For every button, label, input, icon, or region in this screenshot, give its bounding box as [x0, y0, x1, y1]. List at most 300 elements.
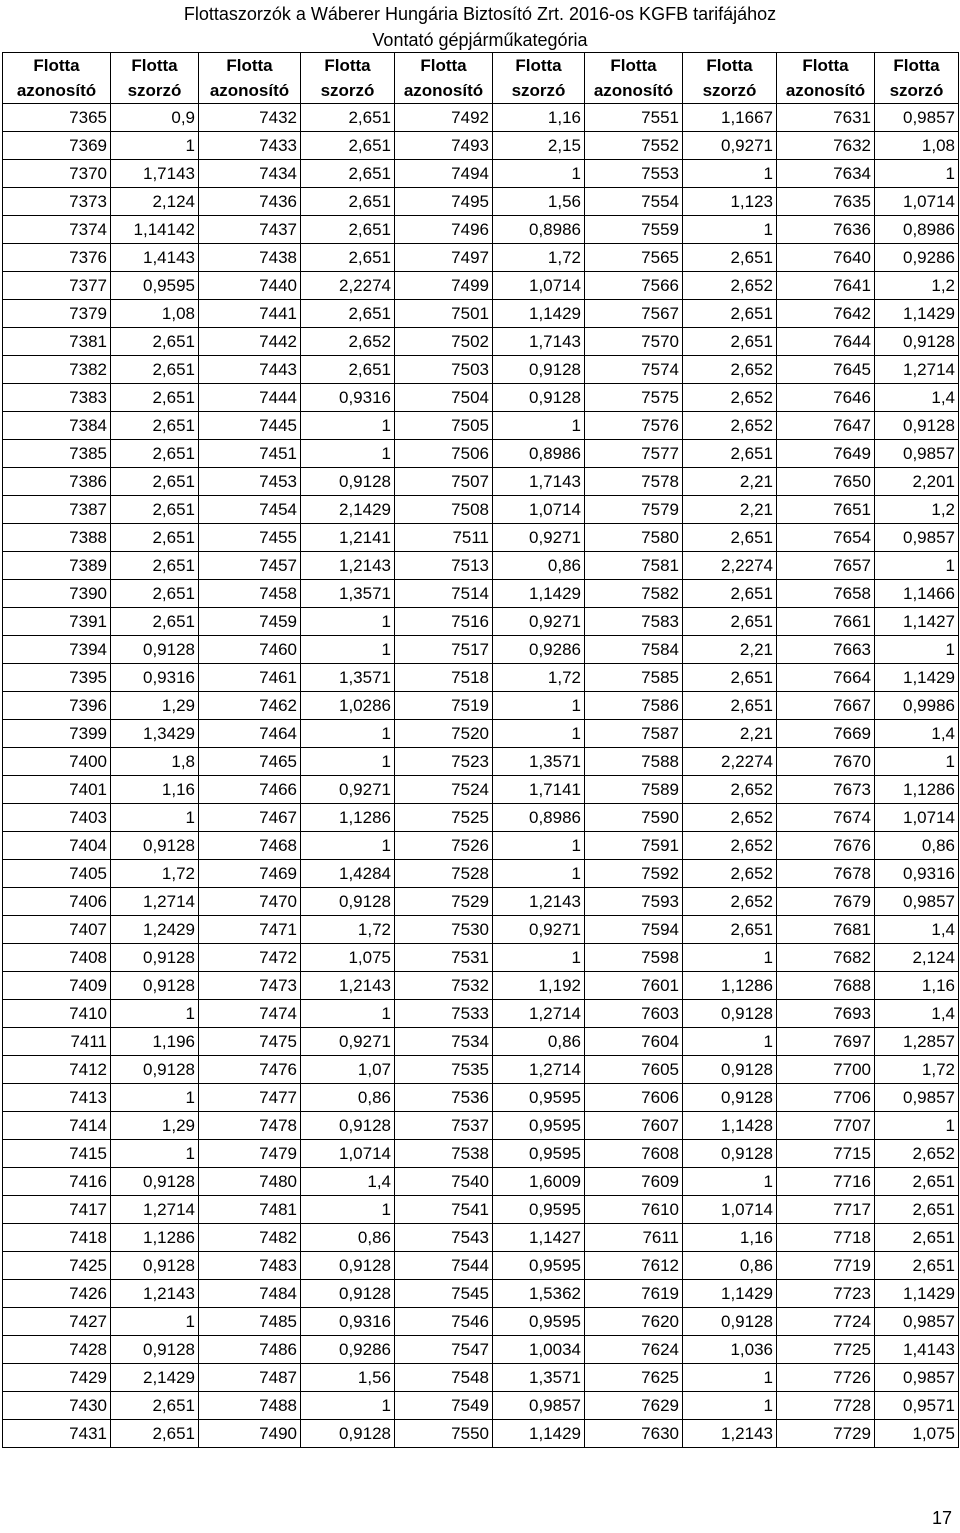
fleet-id-cell: 7529 [395, 888, 493, 916]
multiplier-cell: 1,0714 [683, 1196, 777, 1224]
multiplier-cell: 2,2274 [683, 552, 777, 580]
fleet-id-cell: 7608 [585, 1140, 683, 1168]
table-row [3, 1336, 959, 1364]
multiplier-cell: 0,9857 [875, 888, 959, 916]
multiplier-cell: 1,192 [493, 972, 585, 1000]
multiplier-cell: 0,9316 [301, 1308, 395, 1336]
fleet-id-cell: 7657 [777, 552, 875, 580]
fleet-id-cell: 7414 [3, 1112, 111, 1140]
multiplier-cell: 0,9271 [301, 776, 395, 804]
multiplier-cell: 2,651 [111, 468, 199, 496]
page-number: 17 [931, 1508, 952, 1528]
multiplier-cell: 2,1429 [111, 1364, 199, 1392]
multiplier-cell: 1 [493, 944, 585, 972]
table-row [3, 1280, 959, 1308]
multiplier-cell: 2,652 [683, 804, 777, 832]
fleet-id-cell: 7586 [585, 692, 683, 720]
multiplier-cell: 1,1286 [683, 972, 777, 1000]
multiplier-cell: 1 [111, 804, 199, 832]
fleet-id-cell: 7434 [199, 160, 301, 188]
multiplier-cell: 1 [683, 1392, 777, 1420]
fleet-id-cell: 7461 [199, 664, 301, 692]
fleet-id-cell: 7438 [199, 244, 301, 272]
table-row [3, 1084, 959, 1112]
table-row [3, 636, 959, 664]
fleet-id-cell: 7525 [395, 804, 493, 832]
column-header-top: Flotta [301, 53, 395, 79]
fleet-id-cell: 7642 [777, 300, 875, 328]
fleet-id-cell: 7593 [585, 888, 683, 916]
multiplier-cell: 0,8986 [493, 216, 585, 244]
fleet-id-cell: 7588 [585, 748, 683, 776]
fleet-id-cell: 7674 [777, 804, 875, 832]
fleet-id-cell: 7553 [585, 160, 683, 188]
fleet-id-cell: 7458 [199, 580, 301, 608]
fleet-id-cell: 7537 [395, 1112, 493, 1140]
table-row [3, 188, 959, 216]
multiplier-cell: 1 [111, 1084, 199, 1112]
table-row [3, 1112, 959, 1140]
fleet-id-cell: 7606 [585, 1084, 683, 1112]
fleet-id-cell: 7469 [199, 860, 301, 888]
fleet-id-cell: 7636 [777, 216, 875, 244]
fleet-id-cell: 7433 [199, 132, 301, 160]
multiplier-cell: 1,7143 [493, 328, 585, 356]
multiplier-cell: 1,29 [111, 692, 199, 720]
fleet-id-cell: 7658 [777, 580, 875, 608]
multiplier-cell: 1,4 [875, 720, 959, 748]
fleet-id-cell: 7587 [585, 720, 683, 748]
table-row [3, 972, 959, 1000]
multiplier-cell: 2,652 [683, 832, 777, 860]
multiplier-cell: 1,075 [875, 1420, 959, 1448]
multiplier-cell: 2,651 [111, 608, 199, 636]
multiplier-cell: 2,652 [875, 1140, 959, 1168]
multiplier-cell: 1,16 [111, 776, 199, 804]
multiplier-cell: 1,2429 [111, 916, 199, 944]
table-row [3, 776, 959, 804]
multiplier-cell: 0,9286 [493, 636, 585, 664]
table-row [3, 944, 959, 972]
table-row [3, 1364, 959, 1392]
table-row [3, 832, 959, 860]
multiplier-cell: 1,1286 [111, 1224, 199, 1252]
fleet-id-cell: 7496 [395, 216, 493, 244]
fleet-id-cell: 7644 [777, 328, 875, 356]
fleet-id-cell: 7540 [395, 1168, 493, 1196]
fleet-id-cell: 7399 [3, 720, 111, 748]
multiplier-cell: 2,201 [875, 468, 959, 496]
multiplier-cell: 0,9 [111, 104, 199, 132]
fleet-id-cell: 7580 [585, 524, 683, 552]
fleet-id-cell: 7407 [3, 916, 111, 944]
multiplier-cell: 2,652 [683, 888, 777, 916]
fleet-id-cell: 7678 [777, 860, 875, 888]
header-row-top [3, 53, 959, 79]
multiplier-cell: 0,9271 [493, 608, 585, 636]
fleet-id-cell: 7427 [3, 1308, 111, 1336]
table-row [3, 356, 959, 384]
fleet-id-cell: 7406 [3, 888, 111, 916]
fleet-id-cell: 7388 [3, 524, 111, 552]
table-row [3, 1252, 959, 1280]
fleet-id-cell: 7441 [199, 300, 301, 328]
multiplier-cell: 0,9571 [875, 1392, 959, 1420]
fleet-id-cell: 7575 [585, 384, 683, 412]
fleet-id-cell: 7559 [585, 216, 683, 244]
table-row [3, 692, 959, 720]
multiplier-cell: 2,651 [875, 1196, 959, 1224]
fleet-id-cell: 7517 [395, 636, 493, 664]
table-row [3, 328, 959, 356]
multiplier-cell: 2,651 [875, 1168, 959, 1196]
fleet-id-cell: 7400 [3, 748, 111, 776]
fleet-id-cell: 7418 [3, 1224, 111, 1252]
fleet-id-cell: 7444 [199, 384, 301, 412]
multiplier-cell: 0,9595 [111, 272, 199, 300]
fleet-id-cell: 7482 [199, 1224, 301, 1252]
fleet-id-cell: 7650 [777, 468, 875, 496]
multiplier-cell: 0,9128 [111, 832, 199, 860]
multiplier-cell: 2,651 [301, 132, 395, 160]
multiplier-cell: 2,651 [683, 692, 777, 720]
multiplier-cell: 1 [683, 1364, 777, 1392]
multiplier-cell: 1 [683, 944, 777, 972]
fleet-id-cell: 7508 [395, 496, 493, 524]
column-header-bottom: szorzó [493, 78, 585, 104]
multiplier-cell: 1,1667 [683, 104, 777, 132]
multiplier-cell: 0,9857 [875, 1364, 959, 1392]
fleet-id-cell: 7565 [585, 244, 683, 272]
header-row-bottom [3, 78, 959, 104]
fleet-id-cell: 7394 [3, 636, 111, 664]
fleet-id-cell: 7483 [199, 1252, 301, 1280]
fleet-id-cell: 7719 [777, 1252, 875, 1280]
multiplier-cell: 0,9128 [111, 1252, 199, 1280]
fleet-id-cell: 7532 [395, 972, 493, 1000]
multiplier-cell: 1 [111, 132, 199, 160]
document-title: Flottaszorzók a Wáberer Hungária Biztosító Zrt. 2016-os KGFB tarifájához [183, 4, 777, 24]
multiplier-cell: 1 [111, 1308, 199, 1336]
fleet-id-cell: 7543 [395, 1224, 493, 1252]
fleet-id-cell: 7682 [777, 944, 875, 972]
multiplier-cell: 0,9128 [111, 636, 199, 664]
multiplier-cell: 0,9595 [493, 1252, 585, 1280]
fleet-id-cell: 7645 [777, 356, 875, 384]
fleet-id-cell: 7574 [585, 356, 683, 384]
column-header-top: Flotta [395, 53, 493, 79]
multiplier-cell: 2,651 [683, 664, 777, 692]
multiplier-cell: 0,9128 [683, 1308, 777, 1336]
fleet-id-cell: 7582 [585, 580, 683, 608]
multiplier-cell: 1,1466 [875, 580, 959, 608]
multiplier-cell: 1,16 [683, 1224, 777, 1252]
fleet-id-cell: 7430 [3, 1392, 111, 1420]
multiplier-cell: 2,651 [301, 300, 395, 328]
multiplier-cell: 1,4 [875, 1000, 959, 1028]
multiplier-cell: 0,9271 [493, 916, 585, 944]
fleet-id-cell: 7432 [199, 104, 301, 132]
column-header-top: Flotta [777, 53, 875, 79]
multiplier-cell: 1,2714 [111, 888, 199, 916]
column-header-top: Flotta [111, 53, 199, 79]
multiplier-cell: 2,21 [683, 468, 777, 496]
fleet-id-cell: 7457 [199, 552, 301, 580]
multiplier-cell: 0,9857 [875, 524, 959, 552]
multiplier-cell: 0,86 [301, 1224, 395, 1252]
multiplier-cell: 1 [301, 720, 395, 748]
fleet-id-cell: 7401 [3, 776, 111, 804]
fleet-id-cell: 7376 [3, 244, 111, 272]
column-header-bottom: szorzó [875, 78, 959, 104]
fleet-id-cell: 7518 [395, 664, 493, 692]
column-header-bottom: azonosító [777, 78, 875, 104]
fleet-id-cell: 7625 [585, 1364, 683, 1392]
multiplier-cell: 2,651 [683, 300, 777, 328]
fleet-id-cell: 7395 [3, 664, 111, 692]
multiplier-cell: 1,2143 [301, 972, 395, 1000]
fleet-id-cell: 7462 [199, 692, 301, 720]
fleet-id-cell: 7445 [199, 412, 301, 440]
fleet-id-cell: 7377 [3, 272, 111, 300]
fleet-id-cell: 7465 [199, 748, 301, 776]
multiplier-cell: 2,651 [111, 524, 199, 552]
multiplier-cell: 1,3571 [493, 748, 585, 776]
fleet-id-cell: 7715 [777, 1140, 875, 1168]
multiplier-cell: 1 [111, 1140, 199, 1168]
multiplier-cell: 0,9271 [301, 1028, 395, 1056]
table-row [3, 608, 959, 636]
fleet-id-cell: 7481 [199, 1196, 301, 1224]
fleet-id-cell: 7412 [3, 1056, 111, 1084]
multiplier-cell: 1,4143 [875, 1336, 959, 1364]
multiplier-cell: 1,4143 [111, 244, 199, 272]
multiplier-cell: 1,1429 [493, 300, 585, 328]
fleet-id-cell: 7411 [3, 1028, 111, 1056]
multiplier-cell: 2,651 [111, 580, 199, 608]
fleet-id-cell: 7526 [395, 832, 493, 860]
fleet-id-cell: 7676 [777, 832, 875, 860]
multiplier-cell: 1,1286 [875, 776, 959, 804]
multiplier-cell: 1,56 [301, 1364, 395, 1392]
fleet-id-cell: 7484 [199, 1280, 301, 1308]
fleet-id-cell: 7610 [585, 1196, 683, 1224]
fleet-id-cell: 7728 [777, 1392, 875, 1420]
multiplier-cell: 1,0286 [301, 692, 395, 720]
multiplier-cell: 0,8986 [493, 440, 585, 468]
fleet-id-cell: 7516 [395, 608, 493, 636]
multiplier-cell: 1,2 [875, 496, 959, 524]
multiplier-cell: 1,1429 [875, 664, 959, 692]
fleet-id-cell: 7550 [395, 1420, 493, 1448]
multiplier-cell: 1,3571 [493, 1364, 585, 1392]
fleet-id-cell: 7471 [199, 916, 301, 944]
multiplier-cell: 1,72 [875, 1056, 959, 1084]
fleet-id-cell: 7467 [199, 804, 301, 832]
table-row [3, 748, 959, 776]
fleet-id-cell: 7585 [585, 664, 683, 692]
fleet-id-cell: 7631 [777, 104, 875, 132]
fleet-id-cell: 7453 [199, 468, 301, 496]
fleet-id-cell: 7567 [585, 300, 683, 328]
fleet-id-cell: 7413 [3, 1084, 111, 1112]
fleet-id-cell: 7663 [777, 636, 875, 664]
fleet-id-cell: 7460 [199, 636, 301, 664]
multiplier-cell: 1,72 [493, 664, 585, 692]
multiplier-cell: 0,9128 [111, 1168, 199, 1196]
fleet-id-cell: 7470 [199, 888, 301, 916]
table-row [3, 1028, 959, 1056]
fleet-id-cell: 7486 [199, 1336, 301, 1364]
multiplier-cell: 1,2 [875, 272, 959, 300]
fleet-id-cell: 7551 [585, 104, 683, 132]
fleet-id-cell: 7589 [585, 776, 683, 804]
fleet-id-cell: 7716 [777, 1168, 875, 1196]
multiplier-cell: 2,651 [683, 608, 777, 636]
fleet-id-cell: 7381 [3, 328, 111, 356]
fleet-id-cell: 7651 [777, 496, 875, 524]
table-row [3, 1140, 959, 1168]
fleet-id-cell: 7724 [777, 1308, 875, 1336]
multiplier-cell: 0,9595 [493, 1084, 585, 1112]
fleet-id-cell: 7477 [199, 1084, 301, 1112]
multiplier-cell: 0,9595 [493, 1140, 585, 1168]
multiplier-cell: 2,651 [301, 188, 395, 216]
multiplier-cell: 2,651 [301, 160, 395, 188]
fleet-id-cell: 7607 [585, 1112, 683, 1140]
fleet-id-cell: 7405 [3, 860, 111, 888]
multiplier-cell: 1,7143 [493, 468, 585, 496]
fleet-id-cell: 7442 [199, 328, 301, 356]
fleet-id-cell: 7667 [777, 692, 875, 720]
multiplier-cell: 1 [301, 608, 395, 636]
fleet-id-cell: 7707 [777, 1112, 875, 1140]
table-row [3, 244, 959, 272]
multiplier-cell: 0,9316 [875, 860, 959, 888]
multiplier-cell: 2,652 [683, 384, 777, 412]
table-row [3, 1196, 959, 1224]
table-row [3, 888, 959, 916]
fleet-id-cell: 7620 [585, 1308, 683, 1336]
table-row [3, 384, 959, 412]
multiplier-cell: 1,6009 [493, 1168, 585, 1196]
multiplier-cell: 1 [493, 720, 585, 748]
multiplier-cell: 1,2714 [493, 1056, 585, 1084]
fleet-id-cell: 7533 [395, 1000, 493, 1028]
column-header-bottom: azonosító [3, 78, 111, 104]
fleet-id-cell: 7519 [395, 692, 493, 720]
fleet-id-cell: 7531 [395, 944, 493, 972]
table-row [3, 1168, 959, 1196]
multiplier-cell: 1,1286 [301, 804, 395, 832]
fleet-id-cell: 7578 [585, 468, 683, 496]
multiplier-cell: 0,9595 [493, 1112, 585, 1140]
multiplier-cell: 2,15 [493, 132, 585, 160]
table-row [3, 552, 959, 580]
table-row [3, 1392, 959, 1420]
fleet-id-cell: 7725 [777, 1336, 875, 1364]
multiplier-cell: 2,651 [301, 244, 395, 272]
column-header-bottom: szorzó [683, 78, 777, 104]
multiplier-cell: 1 [875, 552, 959, 580]
fleet-id-cell: 7431 [3, 1420, 111, 1448]
fleet-id-cell: 7497 [395, 244, 493, 272]
fleet-id-cell: 7474 [199, 1000, 301, 1028]
multiplier-cell: 2,651 [683, 440, 777, 468]
fleet-id-cell: 7428 [3, 1336, 111, 1364]
fleet-id-cell: 7479 [199, 1140, 301, 1168]
column-header-top: Flotta [585, 53, 683, 79]
multiplier-cell: 2,2274 [301, 272, 395, 300]
table-row [3, 860, 959, 888]
multiplier-cell: 1,16 [875, 972, 959, 1000]
fleet-id-cell: 7664 [777, 664, 875, 692]
multiplier-cell: 2,651 [111, 1392, 199, 1420]
multiplier-cell: 2,651 [111, 552, 199, 580]
multiplier-cell: 1,1429 [683, 1280, 777, 1308]
multiplier-cell: 2,651 [111, 440, 199, 468]
multiplier-cell: 1 [493, 692, 585, 720]
multiplier-cell: 1,3571 [301, 664, 395, 692]
multiplier-cell: 1 [493, 412, 585, 440]
multiplier-cell: 2,651 [683, 244, 777, 272]
column-header-bottom: azonosító [395, 78, 493, 104]
multiplier-cell: 2,651 [683, 916, 777, 944]
multiplier-cell: 1,3429 [111, 720, 199, 748]
fleet-id-cell: 7723 [777, 1280, 875, 1308]
multiplier-cell: 2,651 [875, 1252, 959, 1280]
multiplier-cell: 0,86 [493, 552, 585, 580]
multiplier-cell: 0,9595 [493, 1308, 585, 1336]
multiplier-cell: 1 [301, 440, 395, 468]
fleet-id-cell: 7391 [3, 608, 111, 636]
fleet-id-cell: 7374 [3, 216, 111, 244]
multiplier-cell: 2,21 [683, 496, 777, 524]
fleet-id-cell: 7383 [3, 384, 111, 412]
multiplier-cell: 1,123 [683, 188, 777, 216]
multiplier-cell: 1,2714 [493, 1000, 585, 1028]
fleet-id-cell: 7382 [3, 356, 111, 384]
multiplier-cell: 2,651 [111, 384, 199, 412]
multiplier-cell: 0,9128 [493, 384, 585, 412]
multiplier-cell: 0,9128 [875, 412, 959, 440]
fleet-id-cell: 7520 [395, 720, 493, 748]
fleet-id-cell: 7417 [3, 1196, 111, 1224]
multiplier-cell: 0,9286 [875, 244, 959, 272]
multiplier-cell: 1 [301, 748, 395, 776]
table-row [3, 804, 959, 832]
fleet-id-cell: 7511 [395, 524, 493, 552]
multiplier-cell: 2,651 [301, 356, 395, 384]
multiplier-cell: 1,1428 [683, 1112, 777, 1140]
column-header-bottom: szorzó [111, 78, 199, 104]
fleet-id-cell: 7373 [3, 188, 111, 216]
fleet-id-cell: 7670 [777, 748, 875, 776]
fleet-id-cell: 7688 [777, 972, 875, 1000]
multiplier-cell: 0,9286 [301, 1336, 395, 1364]
fleet-id-cell: 7443 [199, 356, 301, 384]
fleet-id-cell: 7369 [3, 132, 111, 160]
multiplier-cell: 2,651 [301, 216, 395, 244]
fleet-id-cell: 7530 [395, 916, 493, 944]
multiplier-cell: 1,196 [111, 1028, 199, 1056]
table-row [3, 216, 959, 244]
multiplier-cell: 0,9128 [301, 888, 395, 916]
multiplier-cell: 1,72 [301, 916, 395, 944]
fleet-id-cell: 7581 [585, 552, 683, 580]
multiplier-cell: 1,1429 [875, 300, 959, 328]
multiplier-cell: 1,1429 [493, 1420, 585, 1448]
